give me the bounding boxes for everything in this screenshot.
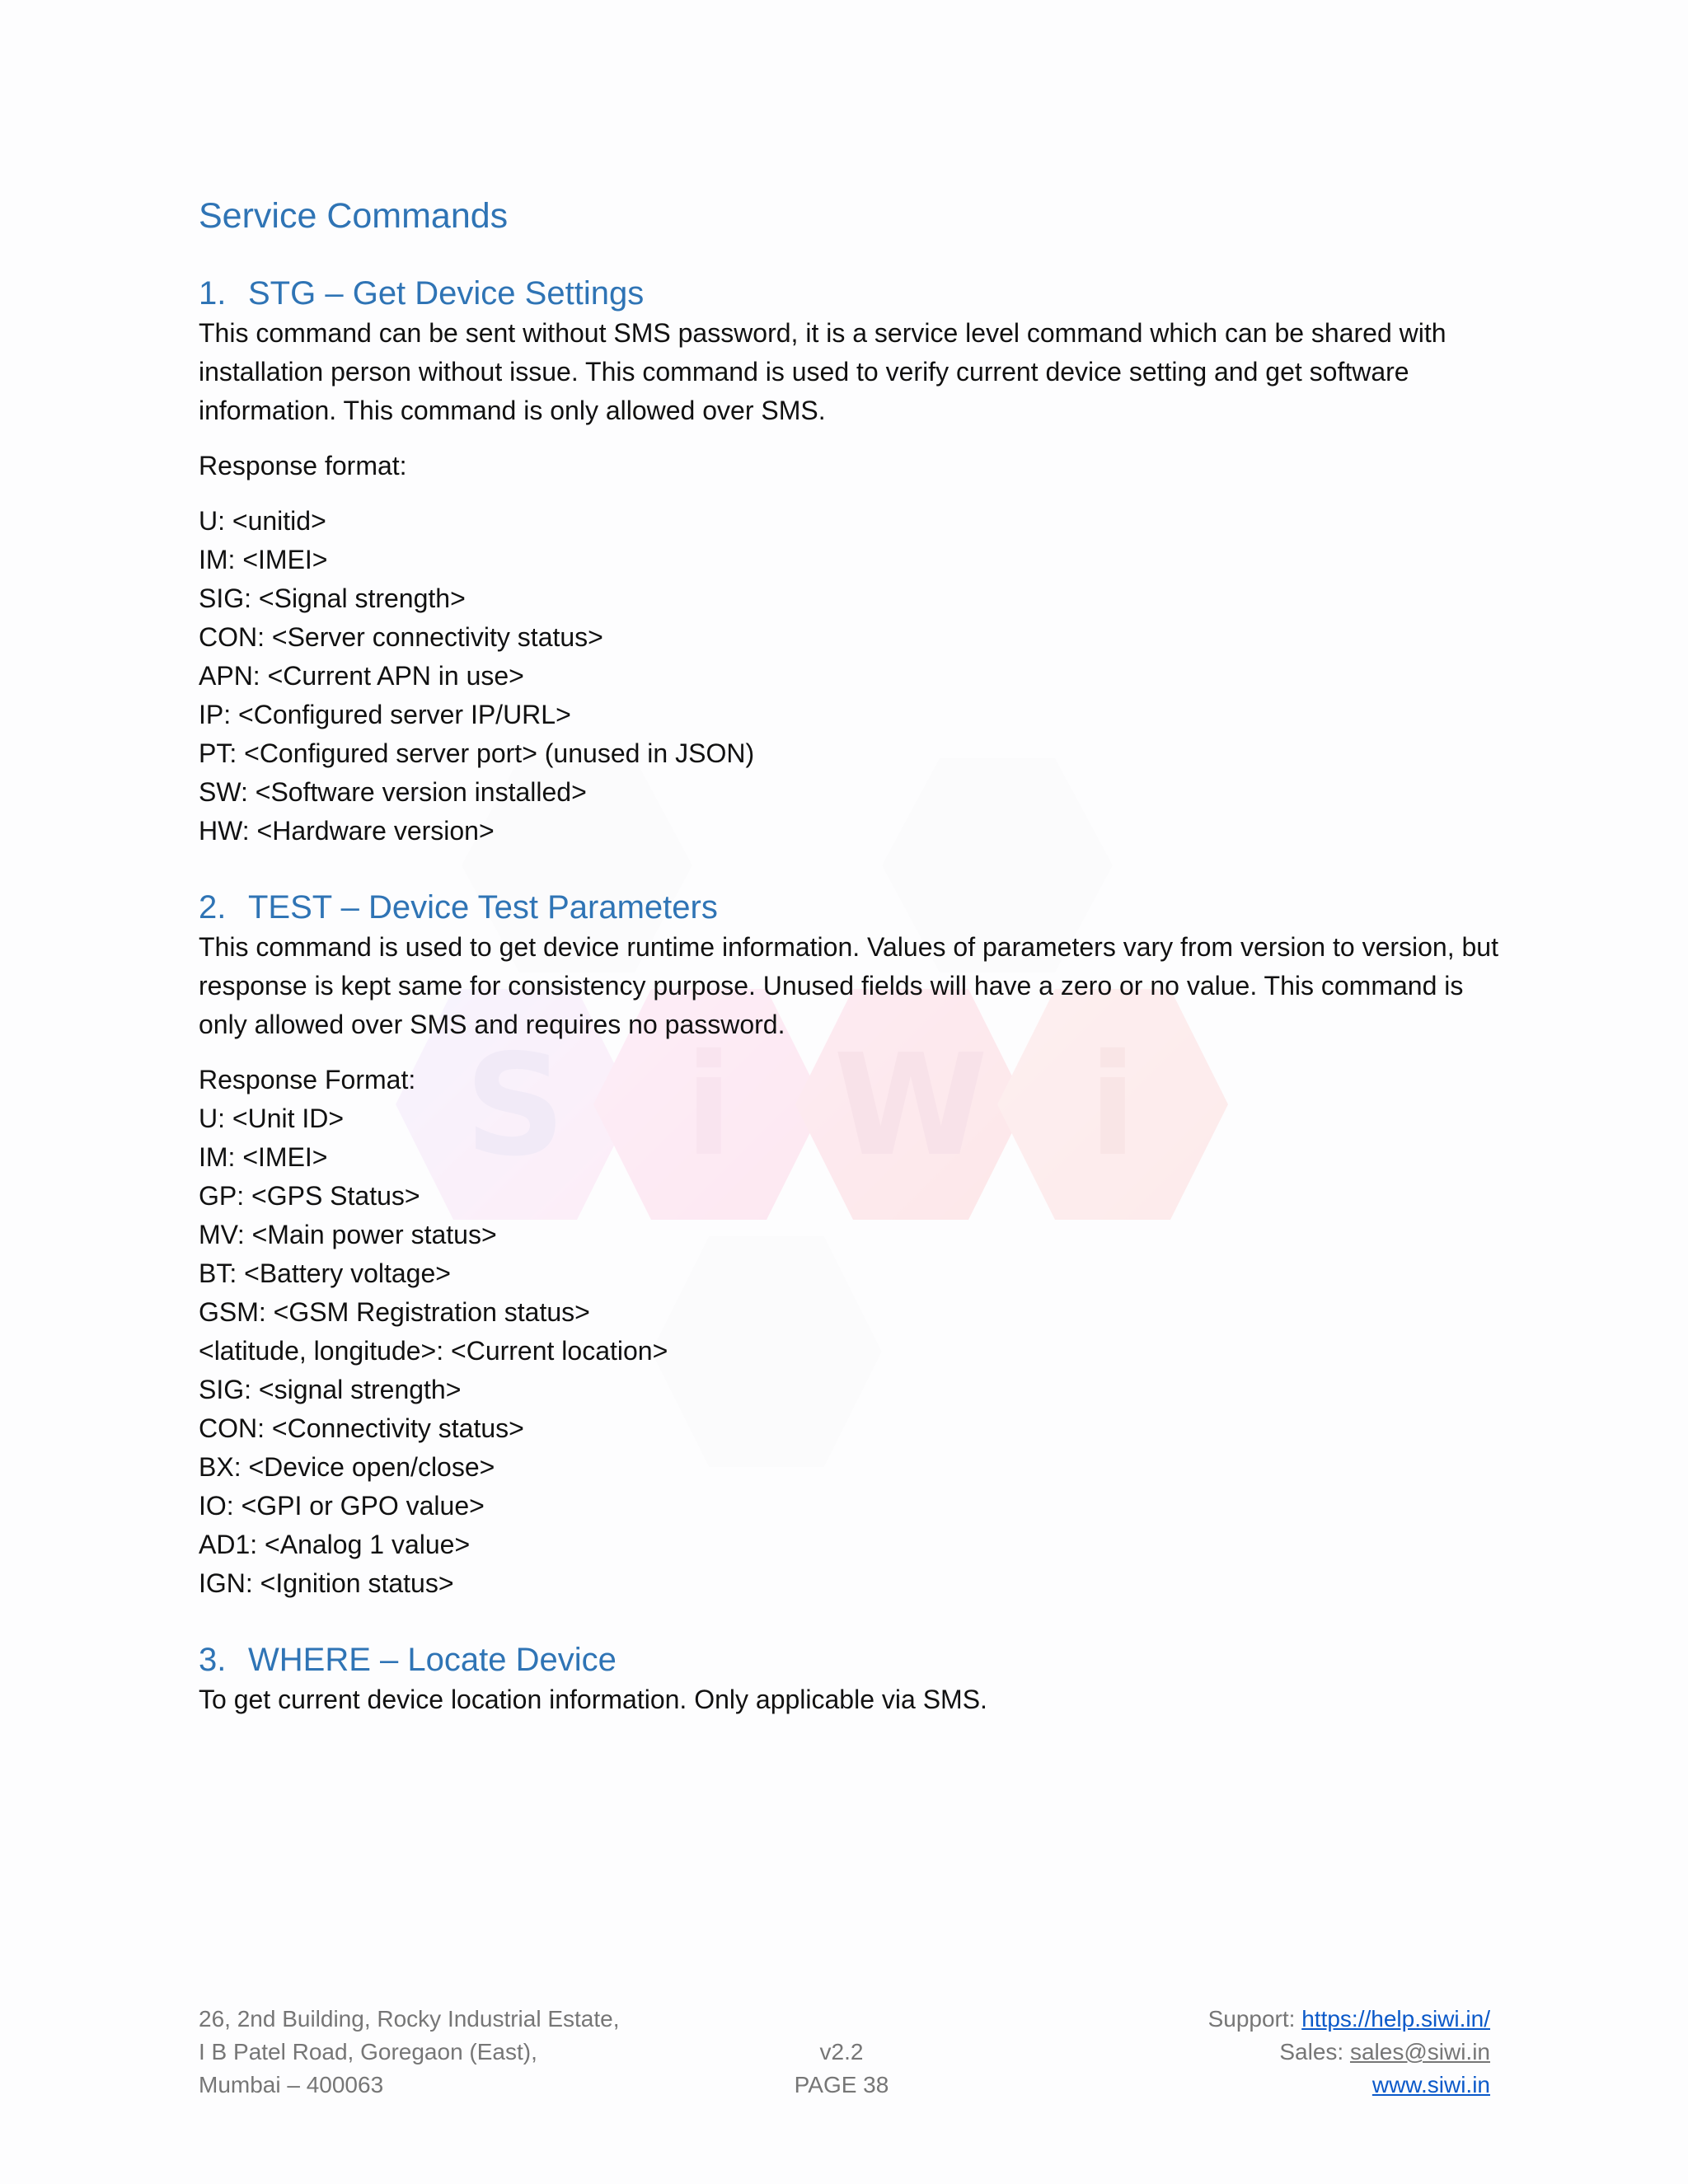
response-field-list xyxy=(199,1099,1509,1603)
address-line: Mumbai – 400063 xyxy=(199,2072,384,2097)
response-field: IM: <IMEI> xyxy=(199,544,328,574)
section-number: 3. xyxy=(199,1641,227,1678)
response-field: SW: <Software version installed> xyxy=(199,776,587,807)
section-description: This command is used to get device runtime information. Values of parameters vary from version to version, but response is kept same for consistency purpose. Unused fields will have a zero or no value. This command is only allowed over SMS and requires no password. xyxy=(199,931,1498,1039)
sales-email-link[interactable]: sales@siwi.in xyxy=(1349,2039,1490,2064)
response-field: CON: <Server connectivity status> xyxy=(199,621,603,652)
address-line: 26, 2nd Building, Rocky Industrial Estate, xyxy=(199,2006,620,2032)
section-number: 1. xyxy=(199,274,227,312)
section-heading xyxy=(199,887,1509,928)
watermark-letter-w: W xyxy=(833,1024,988,1188)
response-field: BX: <Device open/close> xyxy=(199,1451,495,1482)
section-heading xyxy=(199,1639,1509,1680)
response-field: U: <unitid> xyxy=(199,505,326,536)
section-heading-text: TEST – Device Test Parameters xyxy=(248,888,718,926)
main-content xyxy=(199,194,1509,1736)
response-field: CON: <Connectivity status> xyxy=(199,1413,524,1443)
support-line xyxy=(1208,2003,1490,2036)
section-number: 2. xyxy=(199,888,227,926)
response-field: APN: <Current APN in use> xyxy=(199,660,524,691)
response-field: HW: <Hardware version> xyxy=(199,815,495,846)
footer-contact xyxy=(1208,2003,1490,2102)
section-where xyxy=(199,1639,1509,1719)
footer-address xyxy=(199,2003,620,2102)
page-footer xyxy=(199,2003,1490,2110)
sales-line xyxy=(1208,2036,1490,2069)
website-line xyxy=(1208,2069,1490,2102)
response-field: IO: <GPI or GPO value> xyxy=(199,1490,485,1521)
response-field: MV: <Main power status> xyxy=(199,1219,497,1249)
response-field: AD1: <Analog 1 value> xyxy=(199,1529,471,1559)
response-field: <latitude, longitude>: <Current location> xyxy=(199,1335,668,1366)
sales-label: Sales: xyxy=(1279,2039,1350,2064)
response-format-label: Response format: xyxy=(199,450,407,480)
page-number: PAGE 38 xyxy=(794,2072,889,2097)
support-label: Support: xyxy=(1207,2006,1302,2032)
section-test xyxy=(199,887,1509,1603)
response-field: GP: <GPS Status> xyxy=(199,1180,420,1211)
section-description: This command can be sent without SMS password, it is a service level command which can be shared with installation person without issue. This command is used to verify current device setting and get software information. This command is only allowed over SMS. xyxy=(199,317,1447,425)
support-link[interactable]: https://help.siwi.in/ xyxy=(1301,2006,1490,2032)
response-field: SIG: <Signal strength> xyxy=(199,583,466,613)
response-field: BT: <Battery voltage> xyxy=(199,1258,451,1288)
section-heading-text: WHERE – Locate Device xyxy=(248,1641,617,1678)
website-link[interactable]: www.siwi.in xyxy=(1372,2072,1490,2097)
response-format-label: Response Format: xyxy=(199,1064,416,1094)
response-field: U: <Unit ID> xyxy=(199,1103,345,1133)
section-heading-text: STG – Get Device Settings xyxy=(248,274,645,312)
response-field: IGN: <Ignition status> xyxy=(199,1568,454,1598)
response-field-list xyxy=(199,502,1509,851)
response-field: SIG: <signal strength> xyxy=(199,1374,462,1404)
section-description: To get current device location information. Only applicable via SMS. xyxy=(199,1684,987,1714)
watermark-letter-i: i xyxy=(684,1024,734,1188)
response-field: PT: <Configured server port> (unused in JSON) xyxy=(199,738,755,768)
watermark-letter-s: S xyxy=(464,1024,566,1188)
response-field: IP: <Configured server IP/URL> xyxy=(199,699,571,729)
version-label: v2.2 xyxy=(819,2039,864,2064)
response-field: GSM: <GSM Registration status> xyxy=(199,1296,590,1327)
address-line: I B Patel Road, Goregaon (East), xyxy=(199,2039,537,2064)
section-heading xyxy=(199,273,1509,314)
watermark-letter-i2: i xyxy=(1088,1024,1137,1188)
page-title: Service Commands xyxy=(199,196,509,236)
section-stg xyxy=(199,273,1509,851)
footer-center xyxy=(718,2003,965,2102)
response-field: IM: <IMEI> xyxy=(199,1141,328,1172)
